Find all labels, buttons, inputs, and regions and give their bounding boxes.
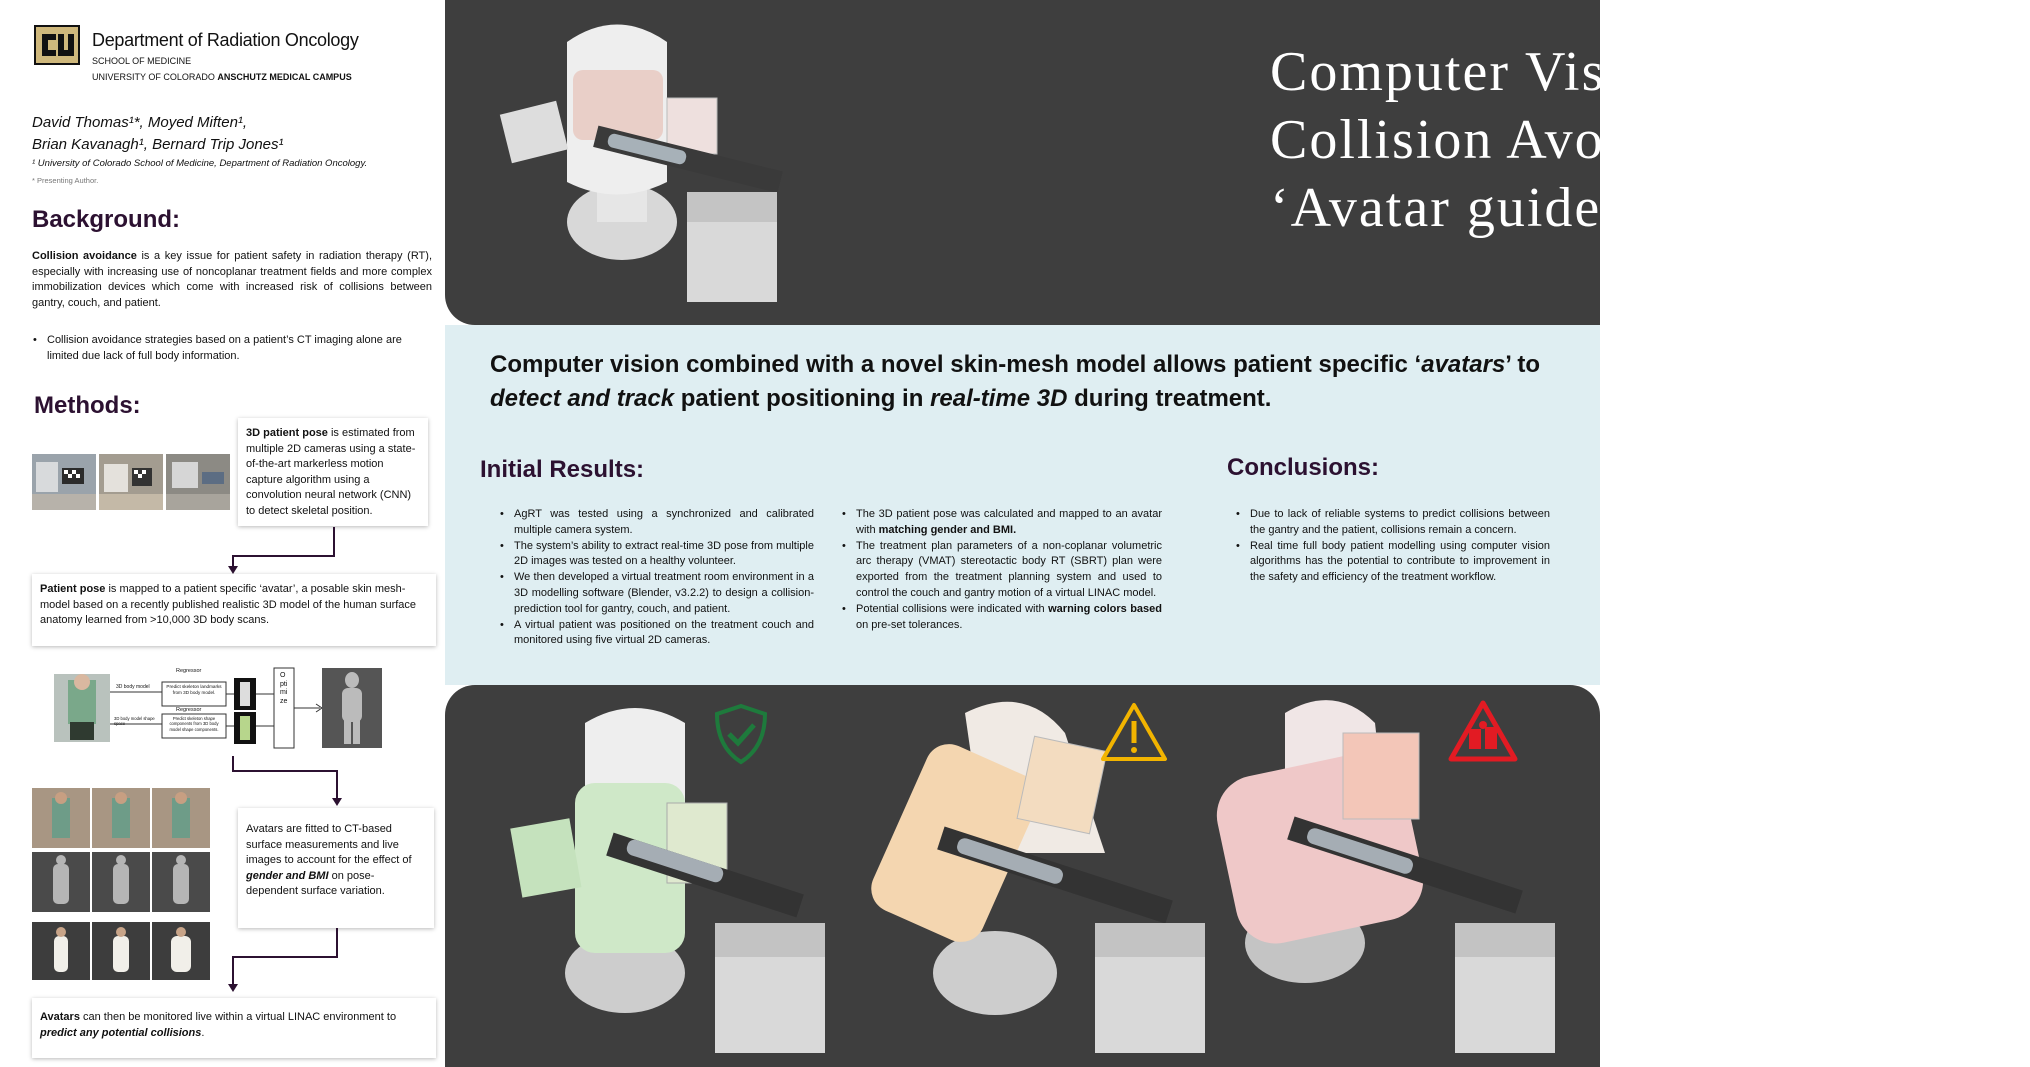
title-line-3: ‘Avatar guided-RT’(AgRT). bbox=[1270, 177, 1947, 239]
linac-render-safe bbox=[515, 703, 835, 1063]
arrow-head-icon bbox=[228, 984, 238, 992]
methods-box-monitoring: Avatars can then be monitored live within a virtual LINAC environment to predict any potential collisions. bbox=[32, 998, 436, 1058]
results-item: • AgRT was tested using a synchronized and calibrated multiple camera system. bbox=[498, 507, 814, 539]
collision-demo-panel bbox=[445, 685, 1600, 1067]
results-item: • The 3D patient pose was calculated and mapped to an avatar with matching gender and BMI. bbox=[840, 507, 1162, 539]
authors bbox=[32, 112, 432, 156]
title-line-2: Collision Avoidance: bbox=[1270, 109, 1781, 171]
optimize-label: Optimize bbox=[280, 672, 288, 705]
methods-heading: Methods: bbox=[34, 392, 141, 419]
predict-landmarks-label: Predict skeleton landmarks from 3D body model. bbox=[166, 684, 222, 695]
presenting-author-note: * Presenting Author. bbox=[32, 176, 99, 185]
authors-line-2: Brian Kavanagh¹, Bernard Trip Jones¹ bbox=[32, 136, 284, 153]
department-name: Department of Radiation Oncology bbox=[92, 30, 359, 50]
key-finding-headline: Computer vision combined with a novel skin-mesh model allows patient specific ‘avatars’ to detect and track patient positioning in real-time 3D during treatment. bbox=[490, 351, 1540, 412]
arrow-head-icon bbox=[332, 798, 342, 806]
flow-arrow-segment bbox=[232, 956, 234, 986]
conclusions-list bbox=[1234, 507, 1550, 586]
background-paragraph: Collision avoidance is a key issue for patient safety in radiation therapy (RT), especially with increasing use of noncoplanar treatment fields and more complex immobilization devices which come with increased risk of collisions between gantry, couch, and patient. bbox=[32, 250, 433, 309]
regression-diagram bbox=[54, 664, 388, 752]
results-list-col1 bbox=[498, 507, 814, 649]
regressor-label-bottom: Regressor bbox=[176, 707, 202, 713]
flow-arrow-segment bbox=[232, 770, 338, 772]
avatar-body-shapes bbox=[32, 922, 210, 980]
results-list-col2 bbox=[840, 507, 1162, 633]
camera-photos-row bbox=[32, 454, 230, 510]
methods-box-avatar-fitting: Avatars are fitted to CT-based surface measurements and live images to account for the effect of gender and BMI on pose-dependent surface variation. bbox=[238, 808, 434, 928]
flow-arrow-segment bbox=[333, 527, 335, 557]
results-item: • A virtual patient was positioned on the treatment couch and monitored using five virtual 2D cameras. bbox=[498, 618, 814, 650]
results-item: • Potential collisions were indicated with warning colors based on pre-set tolerances. bbox=[840, 602, 1162, 634]
linac-render-image bbox=[497, 12, 807, 312]
avatar-fitting-photos bbox=[32, 788, 210, 912]
title-line-1: Computer Vision Assisted bbox=[1270, 41, 1902, 103]
shield-check-icon bbox=[713, 703, 769, 765]
methods-box-pose-estimation: 3D patient pose is estimated from multiple 2D cameras using a state-of-the-art markerless motion capture algorithm using a convolution neural network (CNN) to detect skeletal position. bbox=[238, 418, 428, 526]
flow-arrow-segment bbox=[232, 956, 338, 958]
background-bullet: • Collision avoidance strategies based on a patient’s CT imaging alone are limited due lack of full body information. bbox=[47, 333, 432, 364]
shape-space-label: 3D body model shape space bbox=[114, 716, 155, 726]
title-panel bbox=[445, 0, 1947, 325]
authors-line-1: David Thomas¹*, Moyed Miften¹, bbox=[32, 114, 248, 131]
body-model-label: 3D body model bbox=[116, 684, 150, 690]
results-heading: Initial Results: bbox=[480, 456, 645, 483]
background-heading: Background: bbox=[32, 206, 181, 233]
poster-title bbox=[1270, 38, 2030, 242]
methods-box-avatar-mapping: Patient pose is mapped to a patient specific ‘avatar’, a posable skin mesh-model based on a recently published realistic 3D model of the human surface anatomy learned from >10,000 3D body scans. bbox=[32, 574, 436, 646]
flow-arrow-segment bbox=[336, 928, 338, 958]
conclusion-item: • Real time full body patient modelling using computer vision algorithms has the potential to contribute to improvement in the safety and efficiency of the treatment workflow. bbox=[1234, 539, 1550, 586]
results-item: • The treatment plan parameters of a non-coplanar volumetric arc therapy (VMAT) stereotactic body RT (SBRT) plan were exported from the treatment planning system and used to control the couch and gantry motion of a virtual LINAC model. bbox=[840, 539, 1162, 602]
arrow-head-icon bbox=[228, 566, 238, 574]
left-column bbox=[0, 0, 445, 1067]
regressor-label-top: Regressor bbox=[176, 668, 202, 674]
school-name: SCHOOL OF MEDICINE bbox=[92, 56, 192, 66]
conclusions-heading: Conclusions: bbox=[1227, 454, 1380, 481]
results-item: • The system’s ability to extract real-time 3D pose from multiple 2D images was tested on a healthy volunteer. bbox=[498, 539, 814, 571]
conclusion-item: • Due to lack of reliable systems to predict collisions between the gantry and the patient, collisions remain a concern. bbox=[1234, 507, 1550, 539]
flow-arrow-segment bbox=[336, 770, 338, 800]
results-item: • We then developed a virtual treatment room environment in a 3D modelling software (Blender, v3.2.2) to design a collision-prediction tool for gantry, couch, and patient. bbox=[498, 570, 814, 617]
collision-triangle-icon bbox=[1447, 699, 1519, 763]
predict-shape-label: Predict skeleton shape components from 3D body model shape components. bbox=[169, 716, 219, 732]
flow-arrow-segment bbox=[232, 555, 335, 557]
affiliation: ¹ University of Colorado School of Medicine, Department of Radiation Oncology. bbox=[32, 158, 368, 169]
cu-logo-icon bbox=[34, 22, 80, 68]
university-name: UNIVERSITY OF COLORADO ANSCHUTZ MEDICAL CAMPUS bbox=[92, 72, 352, 82]
warning-triangle-icon bbox=[1099, 701, 1169, 763]
